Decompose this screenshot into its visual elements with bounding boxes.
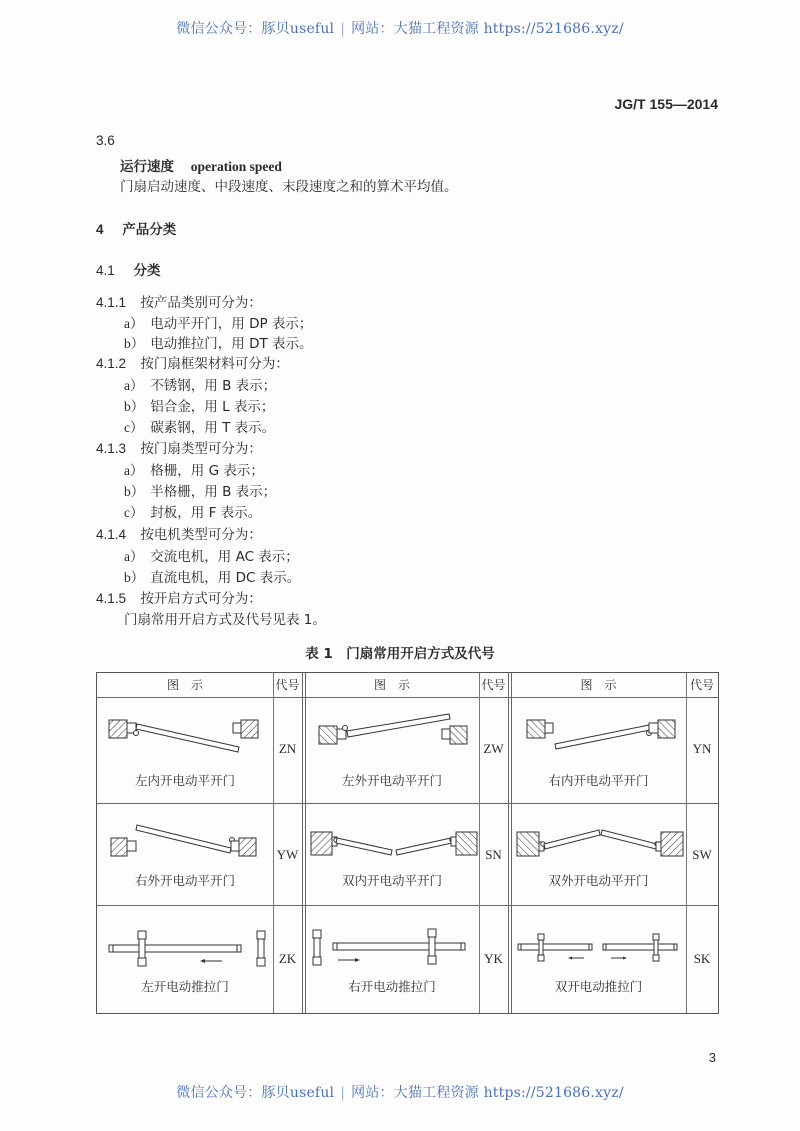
section-title: 按门扇框架材料可分为： bbox=[140, 356, 289, 372]
header-code: 代号 bbox=[275, 678, 300, 692]
item-label: a） bbox=[124, 378, 144, 393]
item-label: a） bbox=[124, 549, 144, 564]
door-type-label: 右内开电动平开门 bbox=[548, 773, 649, 788]
watermark-bottom bbox=[0, 1082, 800, 1102]
door-type-code: ZK bbox=[278, 951, 297, 966]
table-divider bbox=[508, 673, 512, 1013]
list-item bbox=[124, 501, 261, 521]
item-text: 格栅，用 G 表示； bbox=[150, 463, 264, 479]
item-text: 电动推拉门，用 DT 表示。 bbox=[150, 336, 313, 352]
right-inward-swing-door-icon bbox=[527, 717, 677, 761]
term-heading bbox=[120, 155, 282, 175]
list-item bbox=[124, 480, 276, 500]
right-sliding-door-icon bbox=[313, 929, 478, 973]
door-type-label: 双开电动推拉门 bbox=[554, 979, 643, 994]
term-en: operation speed bbox=[190, 159, 282, 174]
watermark-account: 微信公众号：豚贝useful bbox=[176, 21, 335, 37]
section-number: 4.1.4 bbox=[96, 527, 127, 542]
item-label: b） bbox=[124, 484, 145, 499]
door-type-code: YN bbox=[692, 741, 712, 756]
item-text: 碳素钢，用 T 表示。 bbox=[150, 420, 276, 436]
section-title: 按开启方式可分为： bbox=[140, 591, 262, 607]
item-text: 直流电机，用 DC 表示。 bbox=[150, 570, 301, 586]
item-label: a） bbox=[124, 316, 144, 331]
door-type-code: YW bbox=[276, 847, 299, 862]
door-type-code: YK bbox=[484, 951, 503, 966]
item-text: 封板，用 F 表示。 bbox=[150, 505, 262, 521]
item-label: a） bbox=[124, 463, 144, 478]
door-type-label: 双内开电动平开门 bbox=[341, 873, 442, 888]
section-4-title: 产品分类 bbox=[122, 222, 177, 238]
section-4-1-4 bbox=[96, 523, 262, 543]
item-text: 电动平开门，用 DP 表示； bbox=[150, 316, 313, 332]
section-number: 4.1.2 bbox=[96, 356, 127, 371]
list-item bbox=[124, 395, 274, 415]
list-item bbox=[124, 332, 313, 352]
header-figure: 图 示 bbox=[580, 678, 617, 692]
left-sliding-door-icon bbox=[109, 931, 269, 975]
header-figure: 图 示 bbox=[373, 678, 410, 692]
section-4-1-number: 4.1 bbox=[96, 263, 115, 278]
section-4-1-2 bbox=[96, 352, 289, 372]
page-number: 3 bbox=[708, 1050, 716, 1065]
door-type-label: 左开电动推拉门 bbox=[141, 979, 229, 994]
door-type-label: 右外开电动平开门 bbox=[134, 873, 235, 888]
section-3-6-number: 3.6 bbox=[96, 133, 115, 148]
door-type-code: SN bbox=[485, 847, 502, 862]
door-type-code: ZW bbox=[483, 741, 504, 756]
table-caption: 表 1 门扇常用开启方式及代号 bbox=[305, 646, 495, 662]
section-4-1-1 bbox=[96, 291, 262, 311]
header-figure: 图 示 bbox=[166, 678, 203, 692]
double-inward-swing-door-icon bbox=[311, 830, 476, 874]
double-outward-swing-door-icon bbox=[517, 830, 682, 874]
list-item bbox=[124, 459, 264, 479]
table-divider bbox=[302, 673, 306, 1013]
watermark-separator: | bbox=[340, 1085, 346, 1101]
door-type-code: ZN bbox=[278, 741, 297, 756]
section-4-1-title: 分类 bbox=[133, 263, 161, 279]
item-label: c） bbox=[124, 420, 144, 435]
section-4-1-5 bbox=[96, 587, 262, 607]
section-number: 4.1.3 bbox=[96, 441, 127, 456]
table-divider bbox=[97, 803, 718, 804]
table-divider bbox=[97, 905, 718, 906]
door-type-label: 右开电动推拉门 bbox=[348, 979, 436, 994]
watermark-site-link[interactable]: 网站：大猫工程资源 https://521686.xyz/ bbox=[351, 21, 624, 37]
section-title: 按产品类别可分为： bbox=[140, 295, 262, 311]
section-4-1-5-note: 门扇常用开启方式及代号见表 1。 bbox=[124, 612, 326, 628]
watermark-account: 微信公众号：豚贝useful bbox=[176, 1085, 335, 1101]
item-label: b） bbox=[124, 336, 145, 351]
door-type-code: SK bbox=[693, 951, 711, 966]
header-code: 代号 bbox=[481, 678, 506, 692]
left-outward-swing-door-icon bbox=[319, 713, 469, 757]
door-type-code: SW bbox=[692, 847, 712, 862]
item-text: 半格栅，用 B 表示； bbox=[150, 484, 277, 500]
section-4-number: 4 bbox=[96, 222, 104, 237]
table-1 bbox=[96, 672, 719, 1014]
header-code: 代号 bbox=[689, 678, 714, 692]
right-outward-swing-door-icon bbox=[111, 824, 261, 868]
door-type-label: 左内开电动平开门 bbox=[134, 773, 235, 788]
watermark-top bbox=[0, 18, 800, 38]
watermark-site-link[interactable]: 网站：大猫工程资源 https://521686.xyz/ bbox=[351, 1085, 624, 1101]
item-label: c） bbox=[124, 505, 144, 520]
list-item bbox=[124, 545, 299, 565]
term-definition: 门扇启动速度、中段速度、末段速度之和的算术平均值。 bbox=[120, 179, 458, 195]
item-label: b） bbox=[124, 399, 145, 414]
list-item bbox=[124, 416, 275, 436]
door-type-label: 双外开电动平开门 bbox=[548, 873, 649, 888]
item-text: 铝合金，用 L 表示； bbox=[150, 399, 275, 415]
double-sliding-door-icon bbox=[518, 933, 683, 973]
item-text: 不锈钢，用 B 表示； bbox=[150, 378, 277, 394]
section-title: 按电机类型可分为： bbox=[140, 527, 262, 543]
list-item bbox=[124, 374, 276, 394]
section-4-heading bbox=[96, 218, 176, 238]
item-label: b） bbox=[124, 570, 145, 585]
term-cn: 运行速度 bbox=[120, 159, 174, 175]
section-4-1-heading bbox=[96, 259, 160, 279]
section-4-1-3 bbox=[96, 437, 262, 457]
list-item bbox=[124, 566, 300, 586]
section-title: 按门扇类型可分为： bbox=[140, 441, 262, 457]
section-number: 4.1.5 bbox=[96, 591, 127, 606]
watermark-separator: | bbox=[340, 21, 346, 37]
item-text: 交流电机，用 AC 表示； bbox=[150, 549, 299, 565]
standard-number: JG/T 155—2014 bbox=[614, 96, 718, 112]
section-number: 4.1.1 bbox=[96, 295, 127, 310]
left-inward-swing-door-icon bbox=[109, 717, 259, 761]
list-item bbox=[124, 312, 312, 332]
door-type-label: 左外开电动平开门 bbox=[341, 773, 442, 788]
